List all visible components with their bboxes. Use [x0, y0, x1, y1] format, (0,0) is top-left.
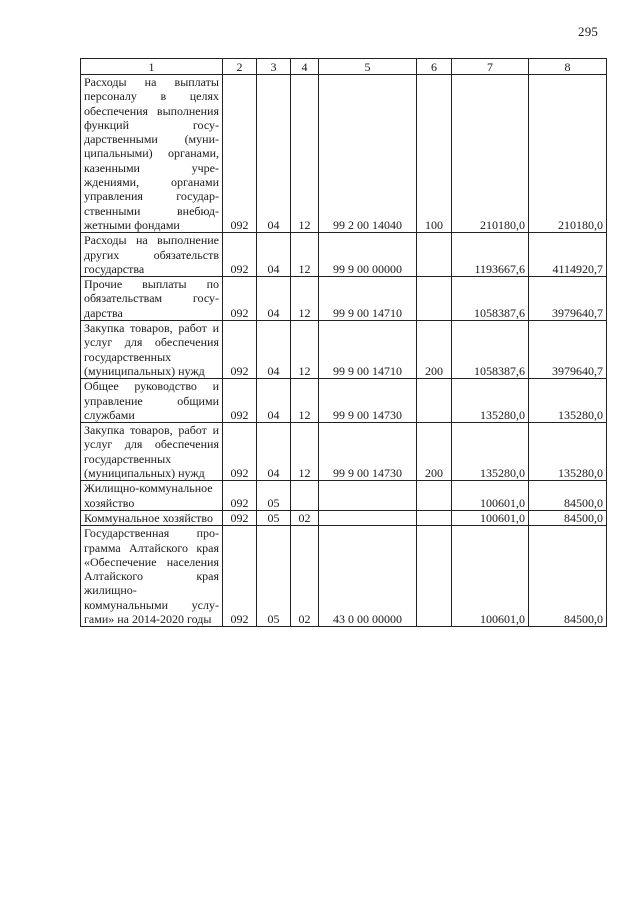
- column-header: 1: [81, 59, 223, 75]
- cell-col5: 99 9 00 14730: [319, 423, 417, 481]
- cell-col8: 4114920,7: [529, 233, 607, 277]
- cell-col2: 092: [223, 510, 257, 525]
- cell-col8: 84500,0: [529, 526, 607, 627]
- table-row: [81, 510, 607, 525]
- cell-col5: 99 9 00 14730: [319, 379, 417, 423]
- cell-col3: 04: [257, 75, 291, 233]
- column-header: 6: [417, 59, 452, 75]
- row-name: Общее руководство и управление общими службами: [81, 379, 223, 423]
- cell-col6: [417, 379, 452, 423]
- cell-col6: [417, 510, 452, 525]
- row-name: Расходы на выполнение других обязательств государства: [81, 233, 223, 277]
- cell-col7: 100601,0: [452, 526, 529, 627]
- cell-col4: 02: [291, 510, 319, 525]
- column-header: 8: [529, 59, 607, 75]
- cell-col6: [417, 277, 452, 321]
- cell-col5: [319, 481, 417, 511]
- cell-col2: 092: [223, 75, 257, 233]
- cell-col2: 092: [223, 277, 257, 321]
- cell-col2: 092: [223, 321, 257, 379]
- row-name: Жилищно-коммунальное хозяйство: [81, 481, 223, 511]
- cell-col2: 092: [223, 379, 257, 423]
- cell-col5: [319, 510, 417, 525]
- table-row: [81, 75, 607, 233]
- table-row: [81, 233, 607, 277]
- table-row: [81, 526, 607, 627]
- cell-col7: 135280,0: [452, 379, 529, 423]
- cell-col5: 99 9 00 00000: [319, 233, 417, 277]
- cell-col7: 100601,0: [452, 510, 529, 525]
- cell-col8: 210180,0: [529, 75, 607, 233]
- cell-col6: 200: [417, 321, 452, 379]
- column-header: 2: [223, 59, 257, 75]
- cell-col4: 12: [291, 233, 319, 277]
- cell-col4: [291, 481, 319, 511]
- row-name: Государственная программа Алтайского края «Обеспечение населения Алтайского края жилищно-коммунальными услугами» на 2014-2020 годы: [81, 526, 223, 627]
- cell-col7: 135280,0: [452, 423, 529, 481]
- cell-col3: 05: [257, 481, 291, 511]
- cell-col8: 135280,0: [529, 423, 607, 481]
- column-header: 4: [291, 59, 319, 75]
- cell-col3: 04: [257, 321, 291, 379]
- cell-col2: 092: [223, 481, 257, 511]
- cell-col7: 210180,0: [452, 75, 529, 233]
- cell-col4: 12: [291, 423, 319, 481]
- cell-col5: 99 9 00 14710: [319, 321, 417, 379]
- cell-col3: 05: [257, 510, 291, 525]
- table-row: [81, 277, 607, 321]
- cell-col3: 05: [257, 526, 291, 627]
- row-name: Закупка товаров, работ и услуг для обеспечения государственных (муниципальных) нужд: [81, 423, 223, 481]
- page-number: 295: [578, 24, 599, 39]
- cell-col7: 1058387,6: [452, 277, 529, 321]
- row-name: Расходы на выплаты персоналу в целях обеспечения выполнения функций государственными (муниципальными) органами, казенными учреждениями, органами управления государственными внебюджетными фондами: [81, 75, 223, 233]
- budget-table: [80, 58, 607, 627]
- header-row: [81, 59, 607, 75]
- cell-col6: 100: [417, 75, 452, 233]
- row-name: Прочие выплаты по обязательствам государства: [81, 277, 223, 321]
- column-header: 7: [452, 59, 529, 75]
- cell-col7: 100601,0: [452, 481, 529, 511]
- cell-col3: 04: [257, 423, 291, 481]
- cell-col3: 04: [257, 379, 291, 423]
- cell-col8: 3979640,7: [529, 321, 607, 379]
- cell-col3: 04: [257, 277, 291, 321]
- cell-col4: 02: [291, 526, 319, 627]
- cell-col6: 200: [417, 423, 452, 481]
- row-name: Закупка товаров, работ и услуг для обеспечения государственных (муниципальных) нужд: [81, 321, 223, 379]
- cell-col8: 3979640,7: [529, 277, 607, 321]
- cell-col6: [417, 233, 452, 277]
- cell-col7: 1193667,6: [452, 233, 529, 277]
- cell-col8: 135280,0: [529, 379, 607, 423]
- cell-col4: 12: [291, 379, 319, 423]
- cell-col2: 092: [223, 526, 257, 627]
- column-header: 5: [319, 59, 417, 75]
- cell-col6: [417, 526, 452, 627]
- cell-col8: 84500,0: [529, 481, 607, 511]
- row-name: Коммунальное хозяйство: [81, 510, 223, 525]
- table-row: [81, 321, 607, 379]
- table-row: [81, 379, 607, 423]
- cell-col7: 1058387,6: [452, 321, 529, 379]
- cell-col5: 43 0 00 00000: [319, 526, 417, 627]
- cell-col2: 092: [223, 423, 257, 481]
- cell-col8: 84500,0: [529, 510, 607, 525]
- cell-col6: [417, 481, 452, 511]
- cell-col2: 092: [223, 233, 257, 277]
- cell-col4: 12: [291, 75, 319, 233]
- table-row: [81, 423, 607, 481]
- cell-col5: 99 9 00 14710: [319, 277, 417, 321]
- cell-col3: 04: [257, 233, 291, 277]
- column-header: 3: [257, 59, 291, 75]
- cell-col5: 99 2 00 14040: [319, 75, 417, 233]
- cell-col4: 12: [291, 277, 319, 321]
- cell-col4: 12: [291, 321, 319, 379]
- table-row: [81, 481, 607, 511]
